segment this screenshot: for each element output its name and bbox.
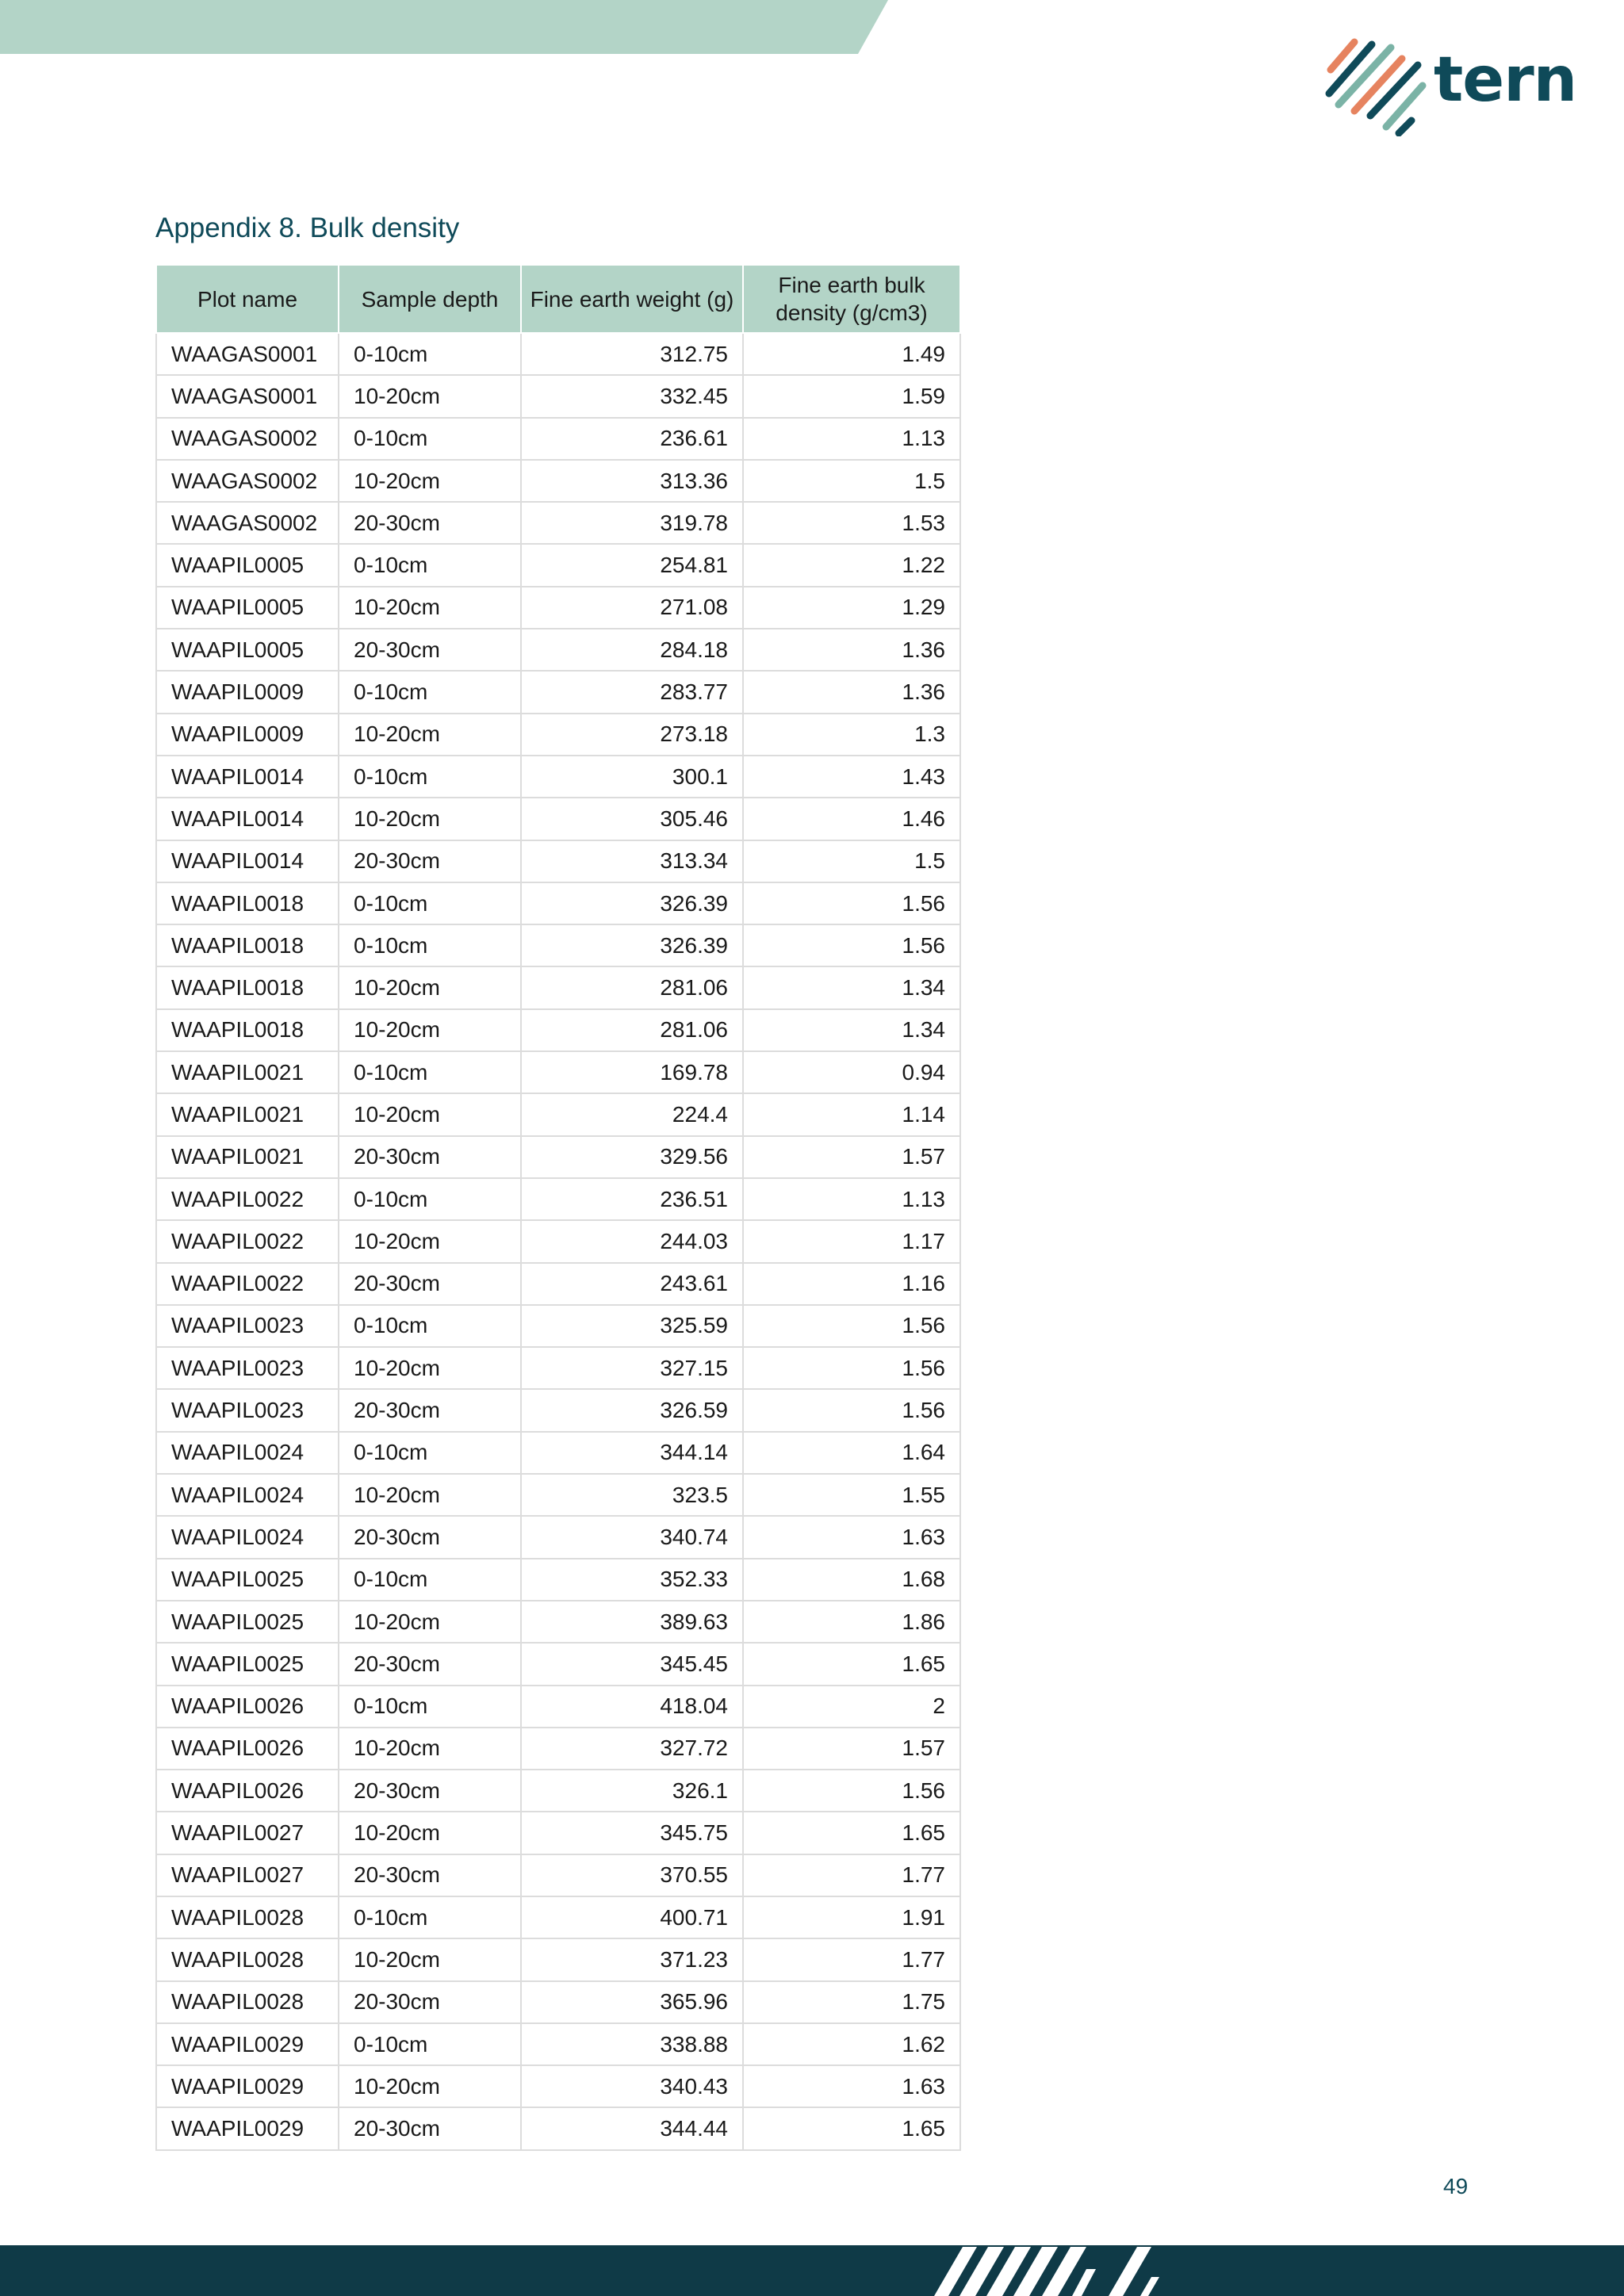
cell-bulk-density: 1.91	[743, 1896, 960, 1938]
cell-fine-earth-weight: 224.4	[521, 1093, 743, 1135]
page-number: 49	[1443, 2174, 1469, 2198]
cell-bulk-density: 1.17	[743, 1220, 960, 1262]
cell-plot-name: WAAPIL0024	[156, 1432, 339, 1474]
table-row	[156, 1516, 960, 1558]
cell-plot-name: WAAPIL0025	[156, 1559, 339, 1601]
table-row	[156, 418, 960, 460]
cell-sample-depth: 0-10cm	[339, 756, 521, 798]
table-row	[156, 1686, 960, 1728]
cell-fine-earth-weight: 352.33	[521, 1559, 743, 1601]
cell-plot-name: WAAPIL0021	[156, 1051, 339, 1093]
cell-fine-earth-weight: 365.96	[521, 1981, 743, 2023]
cell-sample-depth: 20-30cm	[339, 1770, 521, 1812]
cell-sample-depth: 10-20cm	[339, 1093, 521, 1135]
cell-sample-depth: 0-10cm	[339, 1178, 521, 1220]
cell-bulk-density: 1.56	[743, 1347, 960, 1389]
cell-bulk-density: 1.56	[743, 1770, 960, 1812]
header-sample-depth: Sample depth	[339, 265, 521, 333]
cell-plot-name: WAAPIL0029	[156, 2065, 339, 2107]
cell-bulk-density: 1.56	[743, 1305, 960, 1347]
table-row	[156, 756, 960, 798]
cell-bulk-density: 1.53	[743, 502, 960, 544]
cell-plot-name: WAAPIL0009	[156, 671, 339, 713]
cell-sample-depth: 10-20cm	[339, 587, 521, 629]
cell-fine-earth-weight: 300.1	[521, 756, 743, 798]
cell-bulk-density: 1.5	[743, 840, 960, 882]
cell-plot-name: WAAPIL0014	[156, 756, 339, 798]
cell-plot-name: WAAPIL0028	[156, 1981, 339, 2023]
cell-sample-depth: 0-10cm	[339, 924, 521, 966]
cell-fine-earth-weight: 271.08	[521, 587, 743, 629]
table-row	[156, 840, 960, 882]
cell-bulk-density: 1.63	[743, 2065, 960, 2107]
cell-bulk-density: 1.56	[743, 924, 960, 966]
cell-fine-earth-weight: 319.78	[521, 502, 743, 544]
cell-fine-earth-weight: 418.04	[521, 1686, 743, 1728]
cell-sample-depth: 20-30cm	[339, 1854, 521, 1896]
cell-sample-depth: 10-20cm	[339, 798, 521, 840]
table-row	[156, 1643, 960, 1685]
cell-plot-name: WAAGAS0001	[156, 375, 339, 417]
page-title: Appendix 8. Bulk density	[155, 212, 460, 243]
cell-fine-earth-weight: 169.78	[521, 1051, 743, 1093]
cell-fine-earth-weight: 236.51	[521, 1178, 743, 1220]
cell-bulk-density: 1.34	[743, 966, 960, 1008]
cell-sample-depth: 10-20cm	[339, 966, 521, 1008]
cell-plot-name: WAAGAS0002	[156, 502, 339, 544]
cell-sample-depth: 20-30cm	[339, 629, 521, 671]
table-row	[156, 1896, 960, 1938]
cell-fine-earth-weight: 340.74	[521, 1516, 743, 1558]
cell-plot-name: WAAPIL0023	[156, 1389, 339, 1431]
bulk-density-table	[155, 264, 961, 2151]
header-plot-name: Plot name	[156, 265, 339, 333]
cell-fine-earth-weight: 236.61	[521, 418, 743, 460]
cell-bulk-density: 1.14	[743, 1093, 960, 1135]
cell-fine-earth-weight: 326.1	[521, 1770, 743, 1812]
cell-bulk-density: 1.65	[743, 1812, 960, 1854]
cell-sample-depth: 10-20cm	[339, 1009, 521, 1051]
cell-plot-name: WAAPIL0028	[156, 1896, 339, 1938]
cell-bulk-density: 1.36	[743, 671, 960, 713]
header-band	[0, 0, 888, 54]
cell-sample-depth: 20-30cm	[339, 2107, 521, 2149]
cell-bulk-density: 2	[743, 1686, 960, 1728]
cell-bulk-density: 1.22	[743, 544, 960, 586]
table-row	[156, 1728, 960, 1770]
cell-bulk-density: 1.34	[743, 1009, 960, 1051]
table-row	[156, 544, 960, 586]
cell-bulk-density: 1.5	[743, 460, 960, 502]
cell-fine-earth-weight: 345.75	[521, 1812, 743, 1854]
table-row	[156, 587, 960, 629]
table-row	[156, 924, 960, 966]
table-row	[156, 1770, 960, 1812]
cell-bulk-density: 1.13	[743, 418, 960, 460]
cell-fine-earth-weight: 344.14	[521, 1432, 743, 1474]
cell-fine-earth-weight: 326.39	[521, 924, 743, 966]
table-row	[156, 1263, 960, 1305]
cell-fine-earth-weight: 344.44	[521, 2107, 743, 2149]
cell-fine-earth-weight: 312.75	[521, 333, 743, 375]
cell-bulk-density: 1.62	[743, 2023, 960, 2065]
cell-sample-depth: 10-20cm	[339, 1601, 521, 1643]
table-row	[156, 1009, 960, 1051]
cell-sample-depth: 0-10cm	[339, 1686, 521, 1728]
cell-plot-name: WAAPIL0022	[156, 1220, 339, 1262]
table-row	[156, 714, 960, 756]
cell-fine-earth-weight: 254.81	[521, 544, 743, 586]
cell-sample-depth: 10-20cm	[339, 1728, 521, 1770]
cell-plot-name: WAAPIL0014	[156, 798, 339, 840]
cell-bulk-density: 1.43	[743, 756, 960, 798]
cell-bulk-density: 1.57	[743, 1728, 960, 1770]
footer-band	[0, 2245, 1624, 2296]
header-fine-earth-weight: Fine earth weight (g)	[521, 265, 743, 333]
cell-fine-earth-weight: 273.18	[521, 714, 743, 756]
cell-bulk-density: 1.56	[743, 1389, 960, 1431]
table-row	[156, 629, 960, 671]
cell-plot-name: WAAPIL0018	[156, 1009, 339, 1051]
cell-sample-depth: 20-30cm	[339, 1136, 521, 1178]
cell-sample-depth: 0-10cm	[339, 418, 521, 460]
cell-sample-depth: 20-30cm	[339, 1981, 521, 2023]
cell-sample-depth: 0-10cm	[339, 1896, 521, 1938]
cell-bulk-density: 1.46	[743, 798, 960, 840]
cell-plot-name: WAAPIL0021	[156, 1136, 339, 1178]
table-row	[156, 1220, 960, 1262]
table-row	[156, 375, 960, 417]
cell-bulk-density: 1.49	[743, 333, 960, 375]
cell-plot-name: WAAGAS0002	[156, 418, 339, 460]
cell-sample-depth: 10-20cm	[339, 1220, 521, 1262]
table-row	[156, 1559, 960, 1601]
cell-plot-name: WAAPIL0028	[156, 1938, 339, 1980]
cell-sample-depth: 10-20cm	[339, 1347, 521, 1389]
cell-sample-depth: 10-20cm	[339, 1812, 521, 1854]
cell-fine-earth-weight: 340.43	[521, 2065, 743, 2107]
cell-sample-depth: 0-10cm	[339, 544, 521, 586]
cell-sample-depth: 0-10cm	[339, 1432, 521, 1474]
cell-sample-depth: 0-10cm	[339, 2023, 521, 2065]
table-row	[156, 1601, 960, 1643]
cell-plot-name: WAAPIL0026	[156, 1686, 339, 1728]
cell-fine-earth-weight: 371.23	[521, 1938, 743, 1980]
cell-plot-name: WAAPIL0026	[156, 1728, 339, 1770]
cell-bulk-density: 1.65	[743, 2107, 960, 2149]
table-row	[156, 966, 960, 1008]
cell-fine-earth-weight: 281.06	[521, 1009, 743, 1051]
table-row	[156, 1812, 960, 1854]
cell-fine-earth-weight: 283.77	[521, 671, 743, 713]
table-row	[156, 1389, 960, 1431]
header-fine-earth-bulk-density: Fine earth bulk density (g/cm3)	[743, 265, 960, 333]
table-body	[156, 333, 960, 2150]
cell-fine-earth-weight: 400.71	[521, 1896, 743, 1938]
cell-fine-earth-weight: 243.61	[521, 1263, 743, 1305]
cell-plot-name: WAAGAS0002	[156, 460, 339, 502]
table-row	[156, 460, 960, 502]
table-row	[156, 502, 960, 544]
cell-sample-depth: 0-10cm	[339, 1305, 521, 1347]
table-row	[156, 798, 960, 840]
cell-plot-name: WAAPIL0024	[156, 1474, 339, 1516]
table-row	[156, 1474, 960, 1516]
cell-bulk-density: 1.64	[743, 1432, 960, 1474]
table-row	[156, 2107, 960, 2149]
cell-plot-name: WAAPIL0005	[156, 544, 339, 586]
cell-sample-depth: 0-10cm	[339, 1559, 521, 1601]
cell-bulk-density: 1.77	[743, 1854, 960, 1896]
cell-bulk-density: 1.68	[743, 1559, 960, 1601]
cell-fine-earth-weight: 345.45	[521, 1643, 743, 1685]
cell-plot-name: WAAPIL0005	[156, 629, 339, 671]
cell-sample-depth: 10-20cm	[339, 2065, 521, 2107]
cell-sample-depth: 0-10cm	[339, 671, 521, 713]
cell-bulk-density: 1.56	[743, 882, 960, 924]
cell-plot-name: WAAPIL0022	[156, 1178, 339, 1220]
cell-fine-earth-weight: 338.88	[521, 2023, 743, 2065]
cell-plot-name: WAAPIL0024	[156, 1516, 339, 1558]
cell-bulk-density: 1.29	[743, 587, 960, 629]
cell-fine-earth-weight: 325.59	[521, 1305, 743, 1347]
cell-sample-depth: 20-30cm	[339, 840, 521, 882]
cell-plot-name: WAAPIL0023	[156, 1347, 339, 1389]
cell-fine-earth-weight: 370.55	[521, 1854, 743, 1896]
cell-sample-depth: 20-30cm	[339, 502, 521, 544]
cell-bulk-density: 1.77	[743, 1938, 960, 1980]
table-row	[156, 1938, 960, 1980]
table-row	[156, 1093, 960, 1135]
cell-plot-name: WAAPIL0009	[156, 714, 339, 756]
cell-fine-earth-weight: 329.56	[521, 1136, 743, 1178]
table-row	[156, 882, 960, 924]
cell-fine-earth-weight: 313.34	[521, 840, 743, 882]
cell-plot-name: WAAPIL0018	[156, 924, 339, 966]
cell-fine-earth-weight: 332.45	[521, 375, 743, 417]
table-row	[156, 1051, 960, 1093]
cell-fine-earth-weight: 281.06	[521, 966, 743, 1008]
table-row	[156, 1432, 960, 1474]
cell-sample-depth: 0-10cm	[339, 1051, 521, 1093]
cell-sample-depth: 10-20cm	[339, 460, 521, 502]
table-row	[156, 1854, 960, 1896]
cell-fine-earth-weight: 284.18	[521, 629, 743, 671]
cell-plot-name: WAAPIL0026	[156, 1770, 339, 1812]
cell-sample-depth: 0-10cm	[339, 333, 521, 375]
cell-bulk-density: 1.63	[743, 1516, 960, 1558]
cell-plot-name: WAAGAS0001	[156, 333, 339, 375]
table-row	[156, 333, 960, 375]
table-row	[156, 1178, 960, 1220]
table-row	[156, 1981, 960, 2023]
cell-plot-name: WAAPIL0029	[156, 2023, 339, 2065]
cell-plot-name: WAAPIL0018	[156, 966, 339, 1008]
table-row	[156, 2023, 960, 2065]
cell-plot-name: WAAPIL0029	[156, 2107, 339, 2149]
cell-plot-name: WAAPIL0022	[156, 1263, 339, 1305]
cell-sample-depth: 10-20cm	[339, 375, 521, 417]
cell-plot-name: WAAPIL0005	[156, 587, 339, 629]
table-row	[156, 1305, 960, 1347]
cell-bulk-density: 1.75	[743, 1981, 960, 2023]
cell-sample-depth: 20-30cm	[339, 1389, 521, 1431]
cell-bulk-density: 1.65	[743, 1643, 960, 1685]
cell-sample-depth: 20-30cm	[339, 1643, 521, 1685]
cell-sample-depth: 20-30cm	[339, 1263, 521, 1305]
cell-plot-name: WAAPIL0027	[156, 1854, 339, 1896]
cell-bulk-density: 1.13	[743, 1178, 960, 1220]
cell-sample-depth: 20-30cm	[339, 1516, 521, 1558]
cell-plot-name: WAAPIL0027	[156, 1812, 339, 1854]
table-row	[156, 2065, 960, 2107]
cell-fine-earth-weight: 327.72	[521, 1728, 743, 1770]
cell-bulk-density: 1.55	[743, 1474, 960, 1516]
cell-bulk-density: 1.16	[743, 1263, 960, 1305]
cell-fine-earth-weight: 305.46	[521, 798, 743, 840]
cell-sample-depth: 10-20cm	[339, 1474, 521, 1516]
cell-bulk-density: 1.59	[743, 375, 960, 417]
table-row	[156, 1136, 960, 1178]
cell-fine-earth-weight: 323.5	[521, 1474, 743, 1516]
cell-bulk-density: 0.94	[743, 1051, 960, 1093]
logo-wordmark: tern	[1434, 44, 1577, 116]
cell-plot-name: WAAPIL0025	[156, 1601, 339, 1643]
cell-fine-earth-weight: 326.59	[521, 1389, 743, 1431]
table-row	[156, 1347, 960, 1389]
cell-bulk-density: 1.3	[743, 714, 960, 756]
cell-bulk-density: 1.86	[743, 1601, 960, 1643]
cell-plot-name: WAAPIL0021	[156, 1093, 339, 1135]
table-row	[156, 671, 960, 713]
cell-sample-depth: 10-20cm	[339, 1938, 521, 1980]
cell-sample-depth: 10-20cm	[339, 714, 521, 756]
cell-fine-earth-weight: 389.63	[521, 1601, 743, 1643]
cell-plot-name: WAAPIL0018	[156, 882, 339, 924]
cell-plot-name: WAAPIL0023	[156, 1305, 339, 1347]
cell-fine-earth-weight: 244.03	[521, 1220, 743, 1262]
cell-fine-earth-weight: 326.39	[521, 882, 743, 924]
table-header-row	[156, 265, 960, 333]
cell-plot-name: WAAPIL0014	[156, 840, 339, 882]
cell-fine-earth-weight: 327.15	[521, 1347, 743, 1389]
cell-bulk-density: 1.36	[743, 629, 960, 671]
cell-sample-depth: 0-10cm	[339, 882, 521, 924]
cell-fine-earth-weight: 313.36	[521, 460, 743, 502]
cell-bulk-density: 1.57	[743, 1136, 960, 1178]
cell-plot-name: WAAPIL0025	[156, 1643, 339, 1685]
